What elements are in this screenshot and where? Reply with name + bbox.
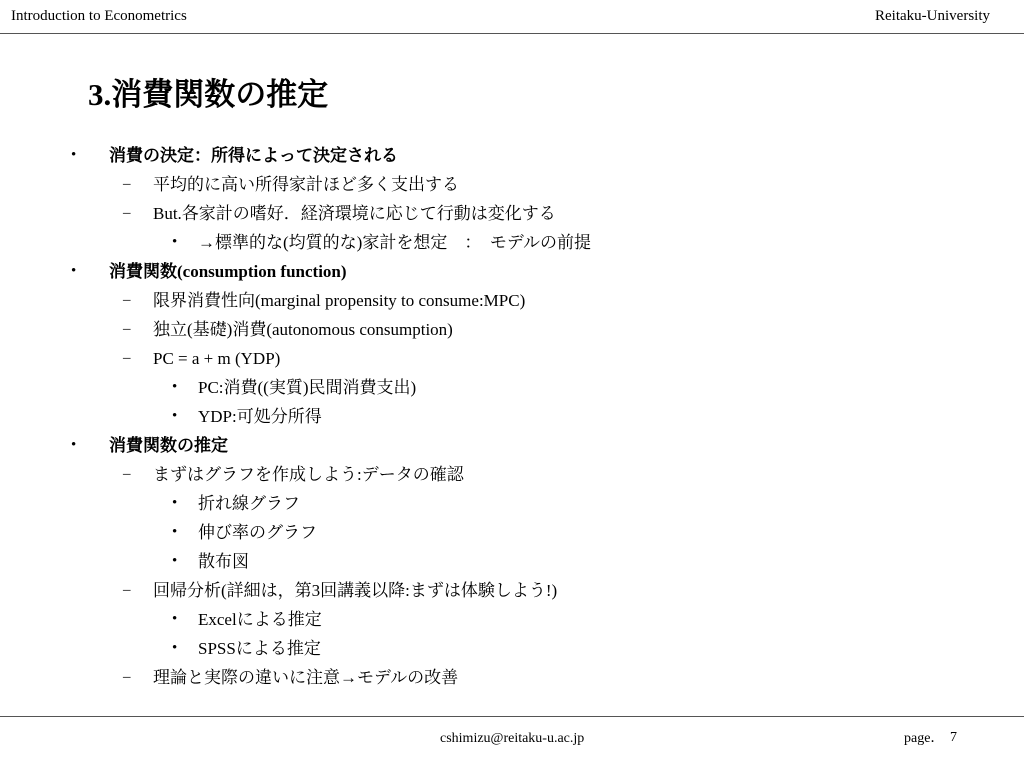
slide-title: 3.消費関数の推定: [88, 77, 329, 112]
bullet-text: 独立(基礎)消費(autonomous consumption): [153, 320, 453, 339]
bullet-text: Excelによる推定: [198, 610, 322, 629]
bullet-marker: •: [71, 263, 77, 279]
dash-marker: –: [123, 176, 131, 192]
footer-divider: [0, 716, 1024, 717]
bullet-text: →標準的な(均質的な)家計を想定 ： モデルの前提: [198, 233, 591, 252]
dash-marker: –: [123, 321, 131, 337]
bullet-text: 消費関数(consumption function): [109, 262, 347, 281]
bullet-text: 伸び率のグラフ: [198, 523, 317, 542]
dash-marker: –: [123, 205, 131, 221]
bullet-marker: •: [172, 379, 178, 395]
course-title: Introduction to Econometrics: [11, 8, 187, 24]
bullet-text: PC = a + m (YDP): [153, 349, 281, 368]
bullet-text: 限界消費性向(marginal propensity to consume:MPC): [153, 291, 526, 310]
bullet-text: YDP:可処分所得: [198, 407, 322, 426]
bullet-text: 理論と実際の違いに注意→モデルの改善: [153, 668, 459, 687]
bullet-marker: •: [172, 640, 178, 656]
bullet-marker: •: [172, 495, 178, 511]
dash-marker: –: [123, 582, 131, 598]
bullet-text: SPSSによる推定: [198, 639, 321, 658]
bullet-marker: •: [71, 437, 77, 453]
dash-marker: –: [123, 292, 131, 308]
bullet-text: But.各家計の嗜好．経済環境に応じて行動は変化する: [153, 204, 556, 223]
dash-marker: –: [123, 466, 131, 482]
bullet-marker: •: [71, 147, 77, 163]
bullet-text: 消費関数の推定: [109, 436, 228, 455]
bullet-marker: •: [172, 234, 178, 250]
bullet-marker: •: [172, 524, 178, 540]
bullet-text: 折れ線グラフ: [198, 494, 300, 513]
bullet-text: 回帰分析(詳細は，第3回講義以降:まずは体験しよう!): [153, 581, 558, 600]
bullet-marker: •: [172, 408, 178, 424]
bullet-marker: •: [172, 553, 178, 569]
bullet-text: PC:消費((実質)民間消費支出): [198, 378, 417, 397]
dash-marker: –: [123, 669, 131, 685]
slide-header: [0, 0, 1024, 34]
footer-email: cshimizu@reitaku-u.ac.jp: [440, 731, 585, 746]
bullet-text: 平均的に高い所得家計ほど多く支出する: [153, 175, 459, 194]
page-label: page．: [904, 731, 945, 746]
dash-marker: –: [123, 350, 131, 366]
bullet-text: 散布図: [198, 552, 249, 571]
bullet-text: まずはグラフを作成しよう:データの確認: [153, 465, 464, 484]
bullet-marker: •: [172, 611, 178, 627]
university-name: Reitaku-University: [875, 8, 990, 24]
page-number: 7: [950, 730, 957, 745]
bullet-text: 消費の決定：所得によって決定される: [109, 146, 398, 165]
